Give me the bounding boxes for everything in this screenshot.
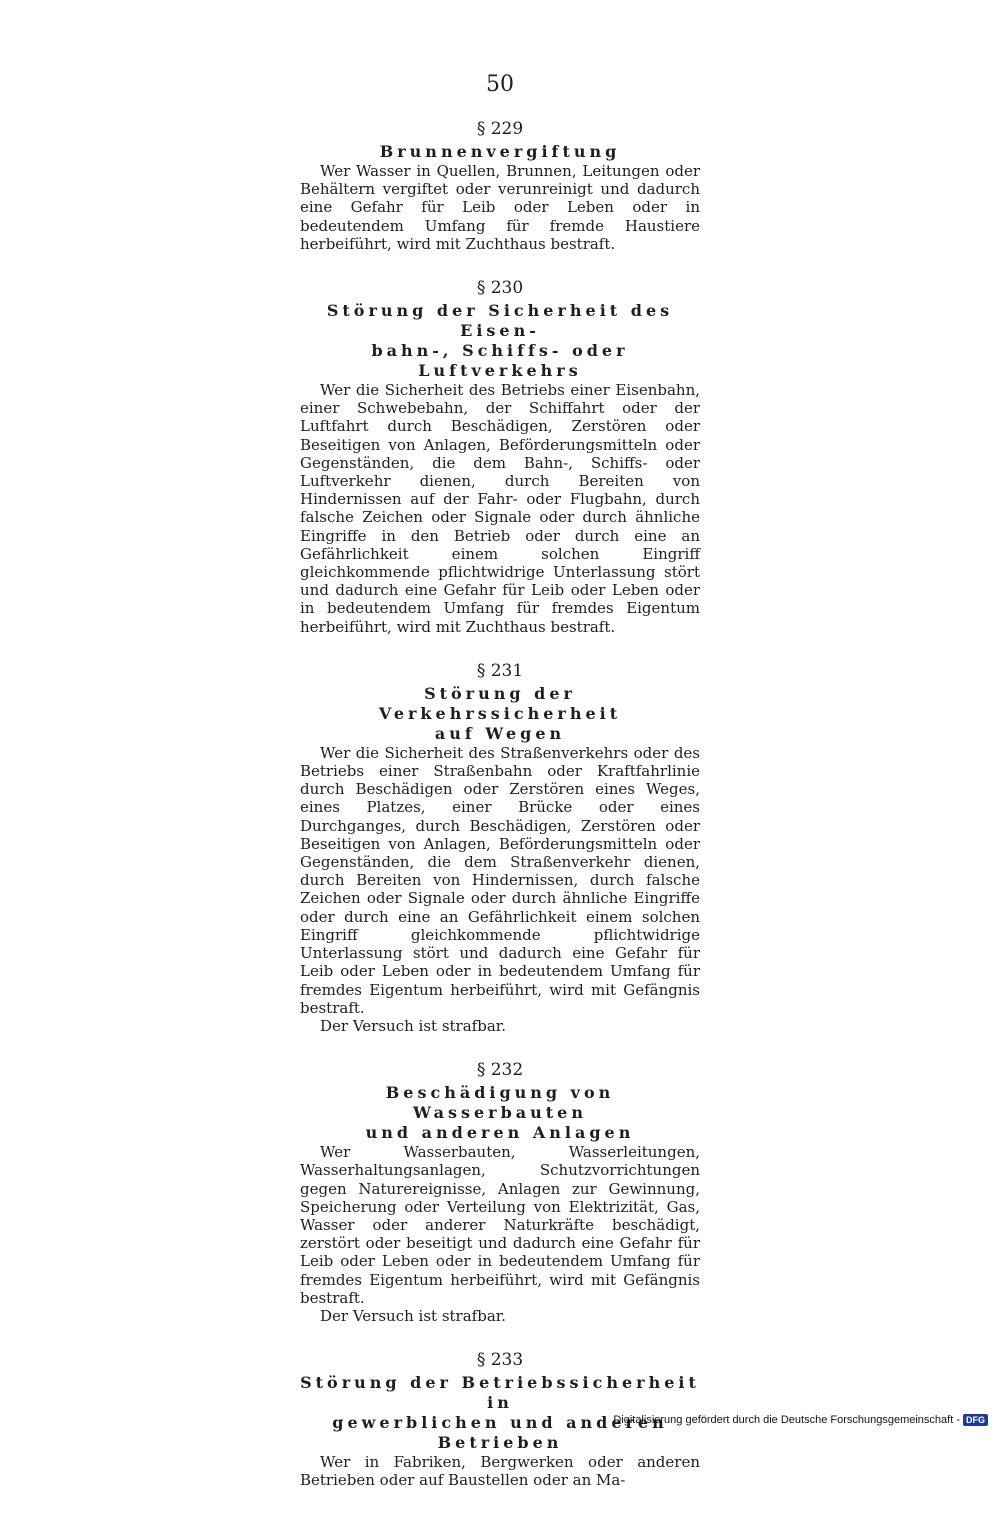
attempt-note: Der Versuch ist strafbar. <box>320 1016 507 1035</box>
paragraph-number: § 230 <box>476 278 524 299</box>
paragraph-number: § 232 <box>476 1060 524 1081</box>
paragraph-text: Wer Wasser in Quellen, Brunnen, Leitungen oder Behältern vergiftet oder verunreinigt und dadurch eine Gefahr für Leib oder Leben oder in bedeutendem Umfang für fremde Haustiere herbeiführt, wird mit Zuchthaus bestraft. <box>300 162 700 253</box>
paragraph-heading-line: Störung der Verkehrssicherheit <box>378 683 622 723</box>
paragraph-heading-line: Beschädigung von Wasserbauten <box>385 1083 615 1123</box>
paragraph-number: § 229 <box>476 119 524 139</box>
paragraph-heading: Brunnenvergiftung <box>379 142 621 161</box>
paragraph-heading-line: auf Wegen <box>434 723 566 743</box>
paragraph-232 <box>300 1059 700 1325</box>
paragraph-text: Wer Wasserbauten, Wasserleitungen, Wasserhaltungsanlagen, Schutzvorrichtungen gegen Naturereignisse, Anlagen zur Gewinnung, Speicherung oder Verteilung von Elektrizität, Gas, Wasser oder anderer Naturkräfte beschädigt, zerstört oder beseitigt und dadurch eine Gefahr für Leib oder Leben oder in bedeutendem Umfang für fremdes Eigentum herbeiführt, wird mit Gefängnis bestraft. <box>300 1143 700 1307</box>
paragraph-heading-line: bahn-, Schiffs- oder Luftverkehrs <box>371 341 629 381</box>
paragraph-number: § 231 <box>476 660 524 681</box>
paragraph-text: Wer die Sicherheit des Betriebs einer Eisenbahn, einer Schwebebahn, der Schiffahrt oder der Luftfahrt durch Beschädigen, Zerstören oder Beseitigen von Anlagen, Beförderungsmitteln oder Gegenständen, die dem Bahn-, Schiffs- oder Luftverkehr dienen, durch Bereiten von Hindernissen auf der Fahr- oder Flugbahn, durch falsche Zeichen oder Signale oder durch ähnliche Eingriffe in den Betrieb oder durch eine an Gefährlichkeit einem solchen Eingriff gleichkommende pflichtwidrige Unterlassung stört und dadurch eine Gefahr für Leib oder Leben oder in bedeutendem Umfang für fremdes Eigentum herbeiführt, wird mit Zuchthaus bestraft. <box>300 381 700 636</box>
paragraph-heading-line: Störung der Sicherheit des Eisen- <box>326 301 674 341</box>
paragraph-229 <box>300 118 700 253</box>
paragraph-230 <box>300 277 700 636</box>
paragraph-text: Wer die Sicherheit des Straßenverkehrs oder des Betriebs einer Straßenbahn oder Kraftfahrlinie durch Beschädigen oder Zerstören eines Weges, eines Platzes, einer Brücke oder eines Durchganges, durch Beschädigen, Zerstören oder Beseitigen von Anlagen, Beförderungsmitteln oder Gegenständen, die dem Straßenverkehr dienen, durch Bereiten von Hindernissen, durch falsche Zeichen oder Signale oder durch ähnliche Eingriffe oder durch eine an Gefährlichkeit einem solchen Eingriff gleichkommende pflichtwidrige Unterlassung stört und dadurch eine Gefahr für Leib oder Leben oder in bedeutendem Umfang für fremdes Eigentum herbeiführt, wird mit Gefängnis bestraft. <box>300 743 700 1017</box>
attempt-note: Der Versuch ist strafbar. <box>320 1306 507 1325</box>
paragraph-heading-line: und anderen Anlagen <box>365 1123 635 1143</box>
paragraph-number: § 233 <box>476 1350 524 1371</box>
paragraph-heading-line: gewerblichen und anderen Betrieben <box>332 1413 668 1453</box>
page-number: 50 <box>486 72 514 97</box>
paragraph-231 <box>300 660 700 1035</box>
digitization-credit <box>613 1414 988 1426</box>
sections <box>300 118 700 1514</box>
paragraph-heading-line: Störung der Betriebssicherheit in <box>300 1373 700 1413</box>
credit-text: Digitalisierung gefördert durch die Deutsche Forschungsgemeinschaft - <box>613 1414 960 1426</box>
paragraph-text: Wer in Fabriken, Bergwerken oder anderen Betrieben oder auf Baustellen oder an Ma- <box>300 1453 700 1490</box>
dfg-logo-icon: DFG <box>963 1414 988 1426</box>
